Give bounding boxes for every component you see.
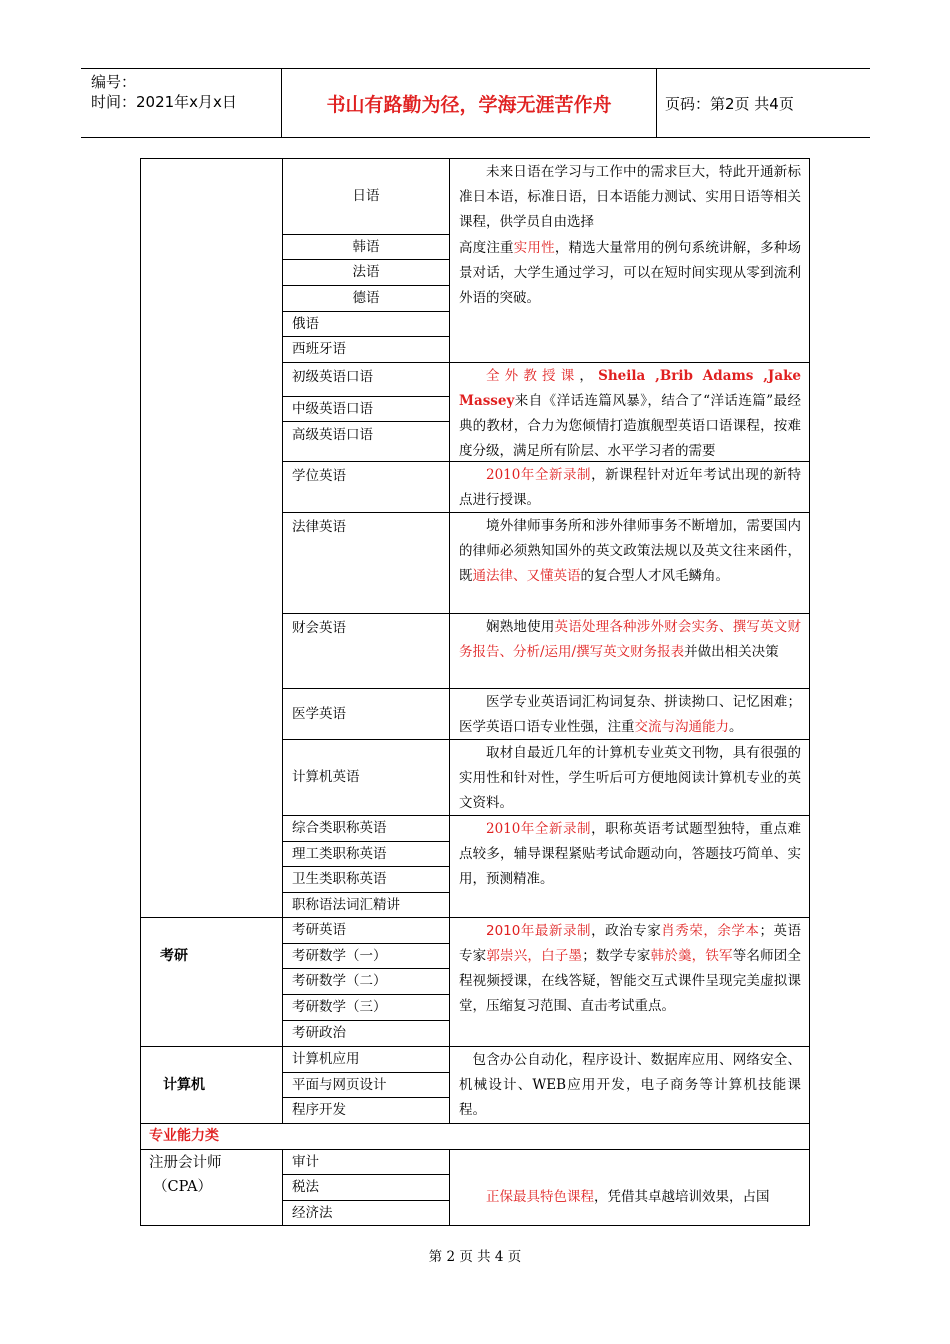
desc-computer-english: 取材自最近几年的计算机专业英文刊物，具有很强的实用性和针对性，学生听后可方便地阅读计算机专业的英文资料。 [459,745,801,811]
motto: 书山有路勤为径，学海无涯苦作舟 [282,69,657,137]
course-spoken-beginner: 初级英语口语 [292,368,373,385]
course-medical-english: 医学英语 [292,705,346,722]
course-german: 德语 [352,290,380,306]
category-computer: 计算机 [163,1076,205,1093]
desc-medical-english: 医学专业英语词汇构词复杂、拼读拗口、记忆困难；医学英语口语专业性强，注重交流与沟通能力。 [459,694,801,735]
course-japanese: 日语 [352,188,380,204]
course-title-general: 综合类职称英语 [292,820,387,836]
course-kaoyan-english: 考研英语 [292,922,346,938]
course-korean: 韩语 [352,238,380,255]
category-cpa [149,1151,281,1201]
desc-degree-english: 2010年全新录制，新课程针对近年考试出现的新特点进行授课。 [459,467,802,508]
course-computer-application: 计算机应用 [292,1051,360,1067]
course-kaoyan-politics: 考研政治 [292,1025,346,1041]
desc-title-english: 2010年全新录制，职称英语考试题型独特，重点难点较多，辅导课程紧贴考试命题动向，答题技巧简单、实用，预测精准。 [459,821,802,887]
time-label: 时间：2021年x月x日 [91,93,237,111]
desc-japanese: 未来日语在学习与工作中的需求巨大，特此开通新标准日本语，标准日语，日本语能力测试、实用日语等相关课程，供学员自由选择 [459,164,801,230]
course-finance-english: 财会英语 [292,619,346,636]
course-title-health: 卫生类职称英语 [292,871,387,887]
course-audit: 审计 [292,1153,319,1170]
section-professional: 专业能力类 [149,1128,219,1144]
cpa-line2: （CPA） [153,1179,212,1195]
number-label: 编号： [91,73,137,91]
table-border [140,158,141,1226]
course-russian: 俄语 [292,315,319,332]
course-kaoyan-math1: 考研数学（一） [292,947,387,964]
page-info: 页码：第2页 共4页 [665,94,794,113]
course-spoken-middle: 中级英语口语 [292,400,373,417]
desc-minor-languages: 高度注重实用性，精选大量常用的例句系统讲解，多种场景对话，大学生通过学习，可以在短时间实现从零到流利外语的突破。 [459,240,801,306]
table-border [809,158,810,1226]
course-legal-english: 法律英语 [292,518,346,535]
table-border [140,1225,810,1226]
course-kaoyan-math3: 考研数学（三） [292,999,387,1015]
desc-kaoyan: 2010年最新录制，政治专家肖秀荣，余学本；英语专家郭崇兴，白子墨；数学专家韩於羹，铁军等名师团全程视频授课，在线答疑，智能交互式课件呈现完美虚拟课堂，压缩复习范围、直击考试重点。 [459,923,802,1014]
course-economic-law: 经济法 [292,1204,333,1221]
course-french: 法语 [352,264,380,280]
course-web-design: 平面与网页设计 [292,1076,387,1093]
category-kaoyan: 考研 [160,947,188,964]
course-computer-english: 计算机英语 [292,769,360,785]
course-title-science: 理工类职称英语 [292,845,387,862]
course-title-grammar: 职称语法词汇精讲 [292,896,400,913]
desc-spoken-english: 全外教授课，Sheila ,Brib Adams ,Jake Massey来自《洋话连篇风暴》，结合了“洋话连篇”最经典的教材，合力为您倾情打造旗舰型英语口语课程，按难度分级，满足所有阶层、水平学习者的需要 [459,368,802,459]
course-kaoyan-math2: 考研数学（二） [292,973,387,989]
desc-cpa: 正保最具特色课程，凭借其卓越培训效果，占国 [486,1189,770,1205]
desc-computer: 包含办公自动化，程序设计、数据库应用、网络安全、机械设计、WEB应用开发，电子商务等计算机技能课程。 [459,1052,801,1118]
page-footer: 第 2 页 共 4 页 [428,1249,522,1265]
desc-legal-english: 境外律师事务所和涉外律师事务不断增加，需要国内的律师必须熟知国外的英文政策法规以及英文往来函件，既通法律、又懂英语的复合型人才风毛鳞角。 [459,518,801,584]
desc-finance-english: 娴熟地使用英语处理各种涉外财会实务、撰写英文财务报告、分析/运用/撰写英文财务报表并做出相关决策 [459,619,802,660]
cpa-line1: 注册会计师 [149,1155,222,1171]
course-spanish: 西班牙语 [292,341,346,357]
course-program-development: 程序开发 [292,1102,346,1118]
course-spoken-advanced: 高级英语口语 [292,426,373,443]
course-tax-law: 税法 [292,1179,319,1195]
course-degree-english: 学位英语 [292,467,346,484]
